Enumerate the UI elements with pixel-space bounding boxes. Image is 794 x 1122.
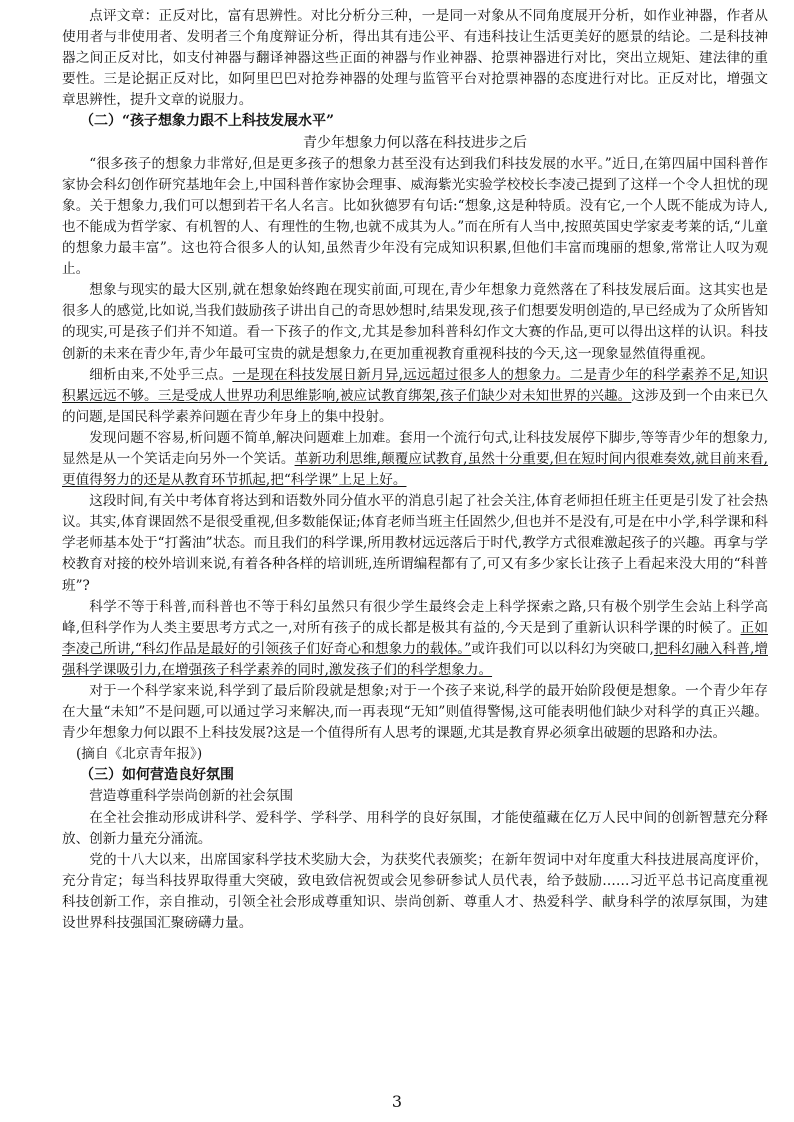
page-content [62, 6, 768, 934]
section-heading-imagination: （二）“孩子想象力跟不上科技发展水平” [80, 113, 335, 130]
paragraph-text: 这涉及到一个由来已久的问题,是国民科学素养问题在青少年身上的集中投射。 [62, 387, 769, 425]
article-paragraph [62, 428, 768, 491]
paragraph-text: 科学不等于科普,而科普也不等于科幻虽然只有很少学生最终会走上科学探索之路,只有极个别学生会站上科学高峰,但科学作为人类主要思考方式之一,对所有孩子的成长都是极其有益的,今天是到了重新认识科学课的时候了。 [62, 598, 768, 636]
section-heading-atmosphere: （三）如何营造良好氛围 [80, 767, 234, 784]
commentary-paragraph: 点评文章：正反对比，富有思辨性。对比分析分三种，一是同一对象从不同角度展开分析，如作业神器，作者从使用者与非使用者、发明者三个角度辩证分析，得出其有违公平、有违科技让生活更美好的愿景的结论。二是科技神器之间正反对比，如支付神器与翻译神器这些正面的神器与作业神器、抢票神器进行对比，突出立规矩、建法律的重要性。三是论据正反对比，如阿里巴巴对抢券神器的处理与监管平台对抢票神器的态度进行对比。正反对比，增强文章思辨性，提升文章的说服力。 [62, 8, 768, 109]
underlined-text: 革新功利思维,颠覆应试教育,虽然十分重要,但在短时间内很难奏效,就目前来看,更值得努力的还是从教育环节抓起,把“科学课”上足上好。 [62, 450, 768, 489]
article-paragraph: “很多孩子的想象力非常好,但是更多孩子的想象力甚至没有达到我们科技发展的水平。”近日,在第四届中国科普作家协会科幻创作研究基地年会上,中国科普作家协会理事、威海紫光实验学校校长李凌己提到了这样一个令人担忧的现象。关于想象力,我们可以想到若干名人名言。比如狄德罗有句话:“想象,这是种特质。没有它,一个人既不能成为诗人,也不能成为哲学家、有机智的人、有理性的生物,也就不成其为人。”而在所有人当中,按照英国史学家麦考莱的话,“儿童的想象力最丰富”。这也符合很多人的认知,虽然青少年没有完成知识积累,但他们丰富而瑰丽的想象,常常让人叹为观止。 [62, 155, 768, 278]
article-title-atmosphere: 营造尊重科学崇尚创新的社会氛围 [89, 788, 294, 805]
article-paragraph: 这段时间,有关中考体育将达到和语数外同分值水平的消息引起了社会关注,体育老师担任班主任更是引发了社会热议。其实,体育课固然不是很受重视,但多数能保证;体育老师当班主任固然少,但也并不是没有,可是在中小学,科学课和科学老师基本处于“打酱油”状态。而且我们的科学课,所用教材远远落后于时代,教学方式很难激起孩子的兴趣。再拿与学校教育对接的校外培训来说,有着各种各样的培训班,连所谓编程都有了,可又有多少家长让孩子上看起来没大用的“科普班”? [62, 493, 768, 594]
paragraph-text: 发现问题不容易,析问题不简单,解决问题难上加难。套用一个流行句式,让科技发展停下脚步,等等青少年的想象力,显然是从一个笑话走向另外一个笑话。 [62, 429, 768, 467]
underlined-text: 正如李凌己所讲,“科幻作品是最好的引领孩子们好奇心和想象力的载体。” [62, 619, 768, 657]
page-number: 3 [391, 1092, 403, 1111]
article-paragraph: 党的十八大以来，出席国家科学技术奖励大会，为获奖代表颁奖；在新年贺词中对年度重大科技进展高度评价，充分肯定；每当科技界取得重大突破，致电致信祝贺或会见参研参试人员代表，给予鼓励……习近平总书记高度重视科技创新工作，亲自推动，引领全社会形成尊重知识、崇尚创新、尊重人才、热爱科学、献身科学的浓厚氛围，为建设世界科技强国汇聚磅礴力量。 [62, 851, 768, 932]
article-paragraph [62, 597, 768, 681]
underlined-text: 一是现在科技发展日新月异,远远超过很多人的想象力。二是青少年的科学素养不足,知识积累远远不够。三是受成人世界功利思维影响,被应试教育绑架,孩子们缺少对未知世界的兴趣。 [62, 366, 769, 404]
article-paragraph: 想象与现实的最大区别,就在想象始终跑在现实前面,可现在,青少年想象力竟然落在了科技发展后面。这其实也是很多人的感觉,比如说,当我们鼓励孩子讲出自己的奇思妙想时,结果发现,孩子们想要发明创造的,早已经成为了众所皆知的现实,可是孩子们并不知道。看一下孩子的作文,尤其是参加科普科幻作文大赛的作品,更可以得出这样的认识。科技创新的未来在青少年,青少年最可宝贵的就是想象力,在更加重视教育重视科技的今天,这一现象显然值得重视。 [62, 282, 768, 362]
paragraph-text: 或许我们可以以科幻为突破口, [471, 640, 654, 657]
article-title-imagination: 青少年想象力何以落在科技进步之后 [303, 134, 527, 151]
article-paragraph [62, 365, 768, 428]
source-attribution: (摘自《北京青年报》) [76, 746, 203, 763]
underlined-text: 把科幻融入科普,增强科学课吸引力,在增强孩子科学素养的同时,激发孩子们的科学想象力。 [62, 640, 768, 678]
article-paragraph: 对于一个科学家来说,科学到了最后阶段就是想象;对于一个孩子来说,科学的最开始阶段便是想象。一个青少年存在大量“未知”不是问题,可以通过学习来解决,而一再表现“无知”则值得警惕,这可能表明他们缺少对科学的真正兴趣。青少年想象力何以跟不上科技发展?这是一个值得所有人思考的课题,尤其是教育界必须拿出破题的思路和办法。 [62, 683, 768, 742]
paragraph-text: 细析由来,不处乎三点。 [89, 366, 233, 383]
article-paragraph: 在全社会推动形成讲科学、爱科学、学科学、用科学的良好氛围，才能使蕴藏在亿万人民中间的创新智慧充分释放、创新力量充分涌流。 [62, 809, 768, 847]
